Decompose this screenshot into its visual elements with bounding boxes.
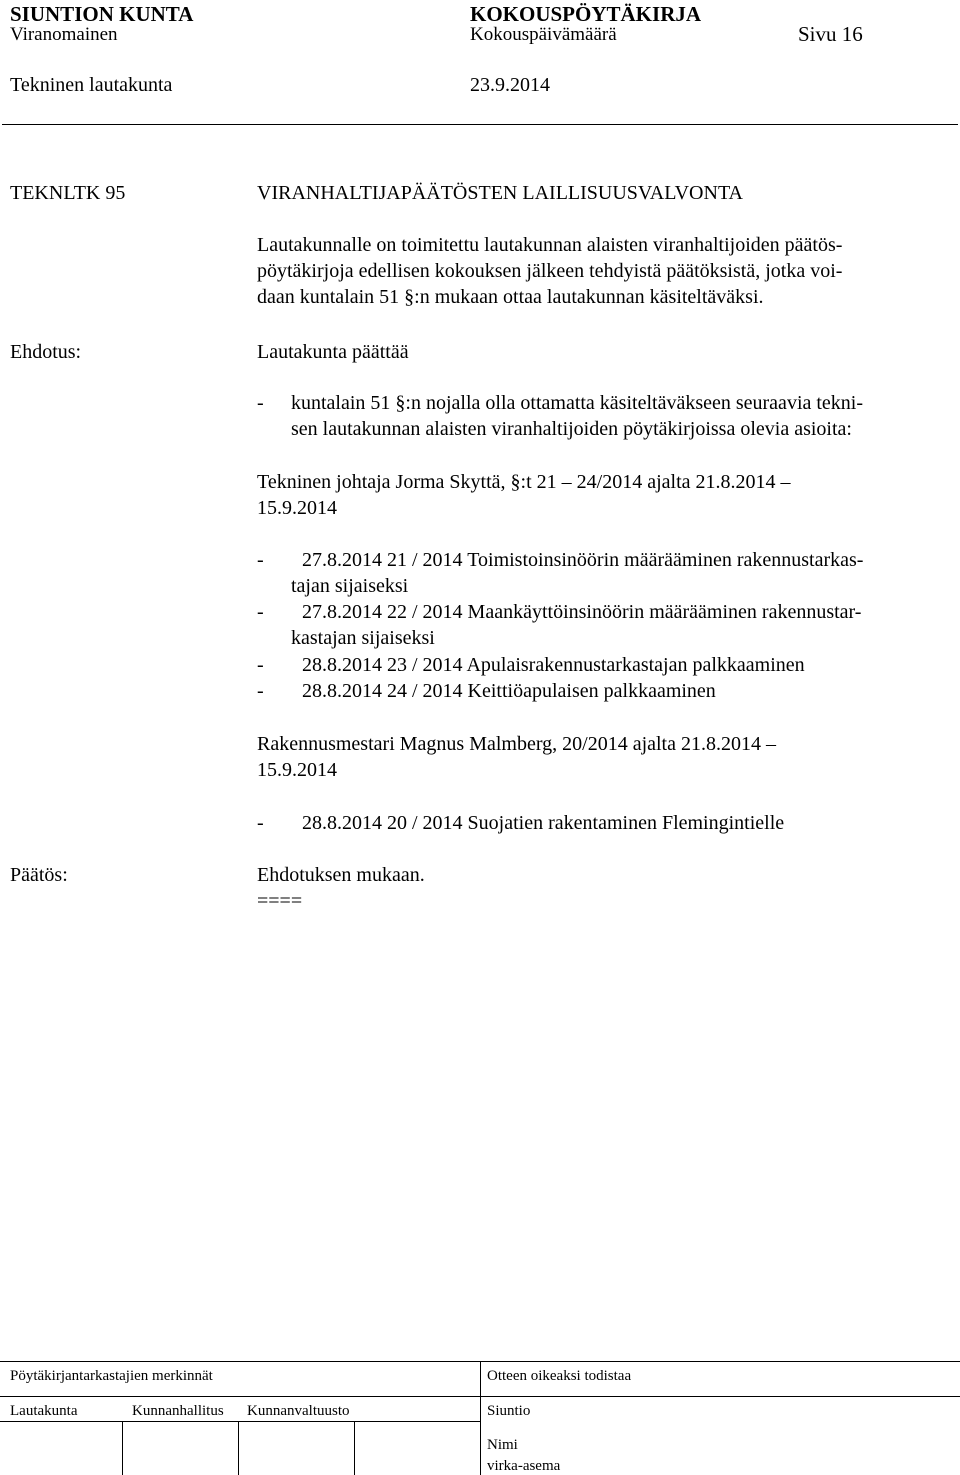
intro-paragraph: [257, 232, 842, 310]
item-line: 27.8.2014 22 / 2014 Maankäyttöinsinöörin määrääminen rakennustar-: [302, 601, 862, 623]
footer-position-label: virka-asema: [487, 1458, 561, 1474]
item-line: 28.8.2014 23 / 2014 Apulaisrakennustarkastajan palkkaaminen: [302, 654, 805, 676]
document-type: KOKOUSPÖYTÄKIRJA: [470, 2, 702, 26]
bullet-line: kuntalain 51 §:n nojalla olla ottamatta käsiteltäväkseen seuraavia tekni-: [291, 392, 864, 414]
footer-place: Siuntio: [487, 1403, 531, 1419]
intro-line: pöytäkirjoja edellisen kokouksen jälkeen tehdyistä päätöksistä, jotka voi-: [257, 260, 843, 282]
page-number: Sivu 16: [798, 22, 863, 46]
footer-col-divider-1: [122, 1421, 123, 1475]
meeting-date: 23.9.2014: [470, 74, 550, 96]
section-title: VIRANHALTIJAPÄÄTÖSTEN LAILLISUUSVALVONTA: [257, 182, 743, 204]
authority-name: Tekninen lautakunta: [10, 74, 173, 96]
proposal-label: Ehdotus:: [10, 341, 82, 363]
footer-signature-rule: [0, 1421, 480, 1422]
meeting-date-label: Kokouspäivämäärä: [470, 24, 617, 45]
group-heading-line: 15.9.2014: [257, 497, 337, 519]
list-item: [257, 599, 957, 651]
intro-line: Lautakunnalle on toimitettu lautakunnan alaisten viranhaltijoiden päätös-: [257, 234, 843, 256]
bullet-line: sen lautakunnan alaisten viranhaltijoiden pöytäkirjoissa olevia asioita:: [291, 418, 852, 440]
intro-line: daan kuntalain 51 §:n mukaan ottaa lautakunnan käsiteltäväksi.: [257, 286, 764, 308]
item-line: 27.8.2014 21 / 2014 Toimistoinsinöörin määrääminen rakennustarkas-: [302, 549, 864, 571]
list-item: [257, 678, 957, 704]
footer-center-divider: [480, 1361, 481, 1475]
list-item: [257, 652, 957, 678]
group-heading-line: 15.9.2014: [257, 759, 337, 781]
decision-text: Ehdotuksen mukaan.: [257, 864, 425, 886]
list-item: [257, 547, 957, 599]
footer-col-divider-2: [238, 1421, 239, 1475]
decision-label: Päätös:: [10, 864, 68, 886]
footer-name-label: Nimi: [487, 1437, 518, 1453]
item-line: 28.8.2014 20 / 2014 Suojatien rakentaminen Flemingintielle: [302, 812, 785, 834]
authority-label: Viranomainen: [10, 24, 118, 45]
item-dash: -: [257, 549, 264, 571]
footer-header-rule: [0, 1396, 960, 1397]
item-dash: -: [257, 680, 264, 702]
item-line: tajan sijaiseksi: [291, 575, 409, 597]
group1-heading: [257, 469, 791, 521]
item-dash: -: [257, 812, 264, 834]
group-heading-line: Rakennusmestari Magnus Malmberg, 20/2014 ajalta 21.8.2014 –: [257, 733, 776, 755]
group2-heading: [257, 731, 776, 783]
item-line: 28.8.2014 24 / 2014 Keittiöapulaisen palkkaaminen: [302, 680, 716, 702]
municipality-name: SIUNTION KUNTA: [10, 2, 194, 26]
bullet-dash: -: [257, 392, 264, 414]
item-dash: -: [257, 601, 264, 623]
item-dash: -: [257, 654, 264, 676]
section-number: TEKNLTK 95: [10, 182, 126, 204]
footer-col-lautakunta: Lautakunta: [10, 1403, 78, 1419]
item-line: kastajan sijaiseksi: [291, 627, 435, 649]
footer-col-kunnanhallitus: Kunnanhallitus: [132, 1403, 224, 1419]
reviewers-label: Pöytäkirjantarkastajien merkinnät: [10, 1368, 213, 1384]
footer-col-kunnanvaltuusto: Kunnanvaltuusto: [247, 1403, 350, 1419]
certified-label: Otteen oikeaksi todistaa: [487, 1368, 632, 1384]
proposal-bullet: [257, 390, 957, 450]
group-heading-line: Tekninen johtaja Jorma Skyttä, §:t 21 – 24/2014 ajalta 21.8.2014 –: [257, 471, 791, 493]
proposal-text: Lautakunta päättää: [257, 341, 409, 363]
end-marker: ====: [257, 890, 303, 912]
header-divider: [2, 124, 958, 125]
list-item: [257, 810, 957, 836]
footer-col-divider-3: [354, 1421, 355, 1475]
